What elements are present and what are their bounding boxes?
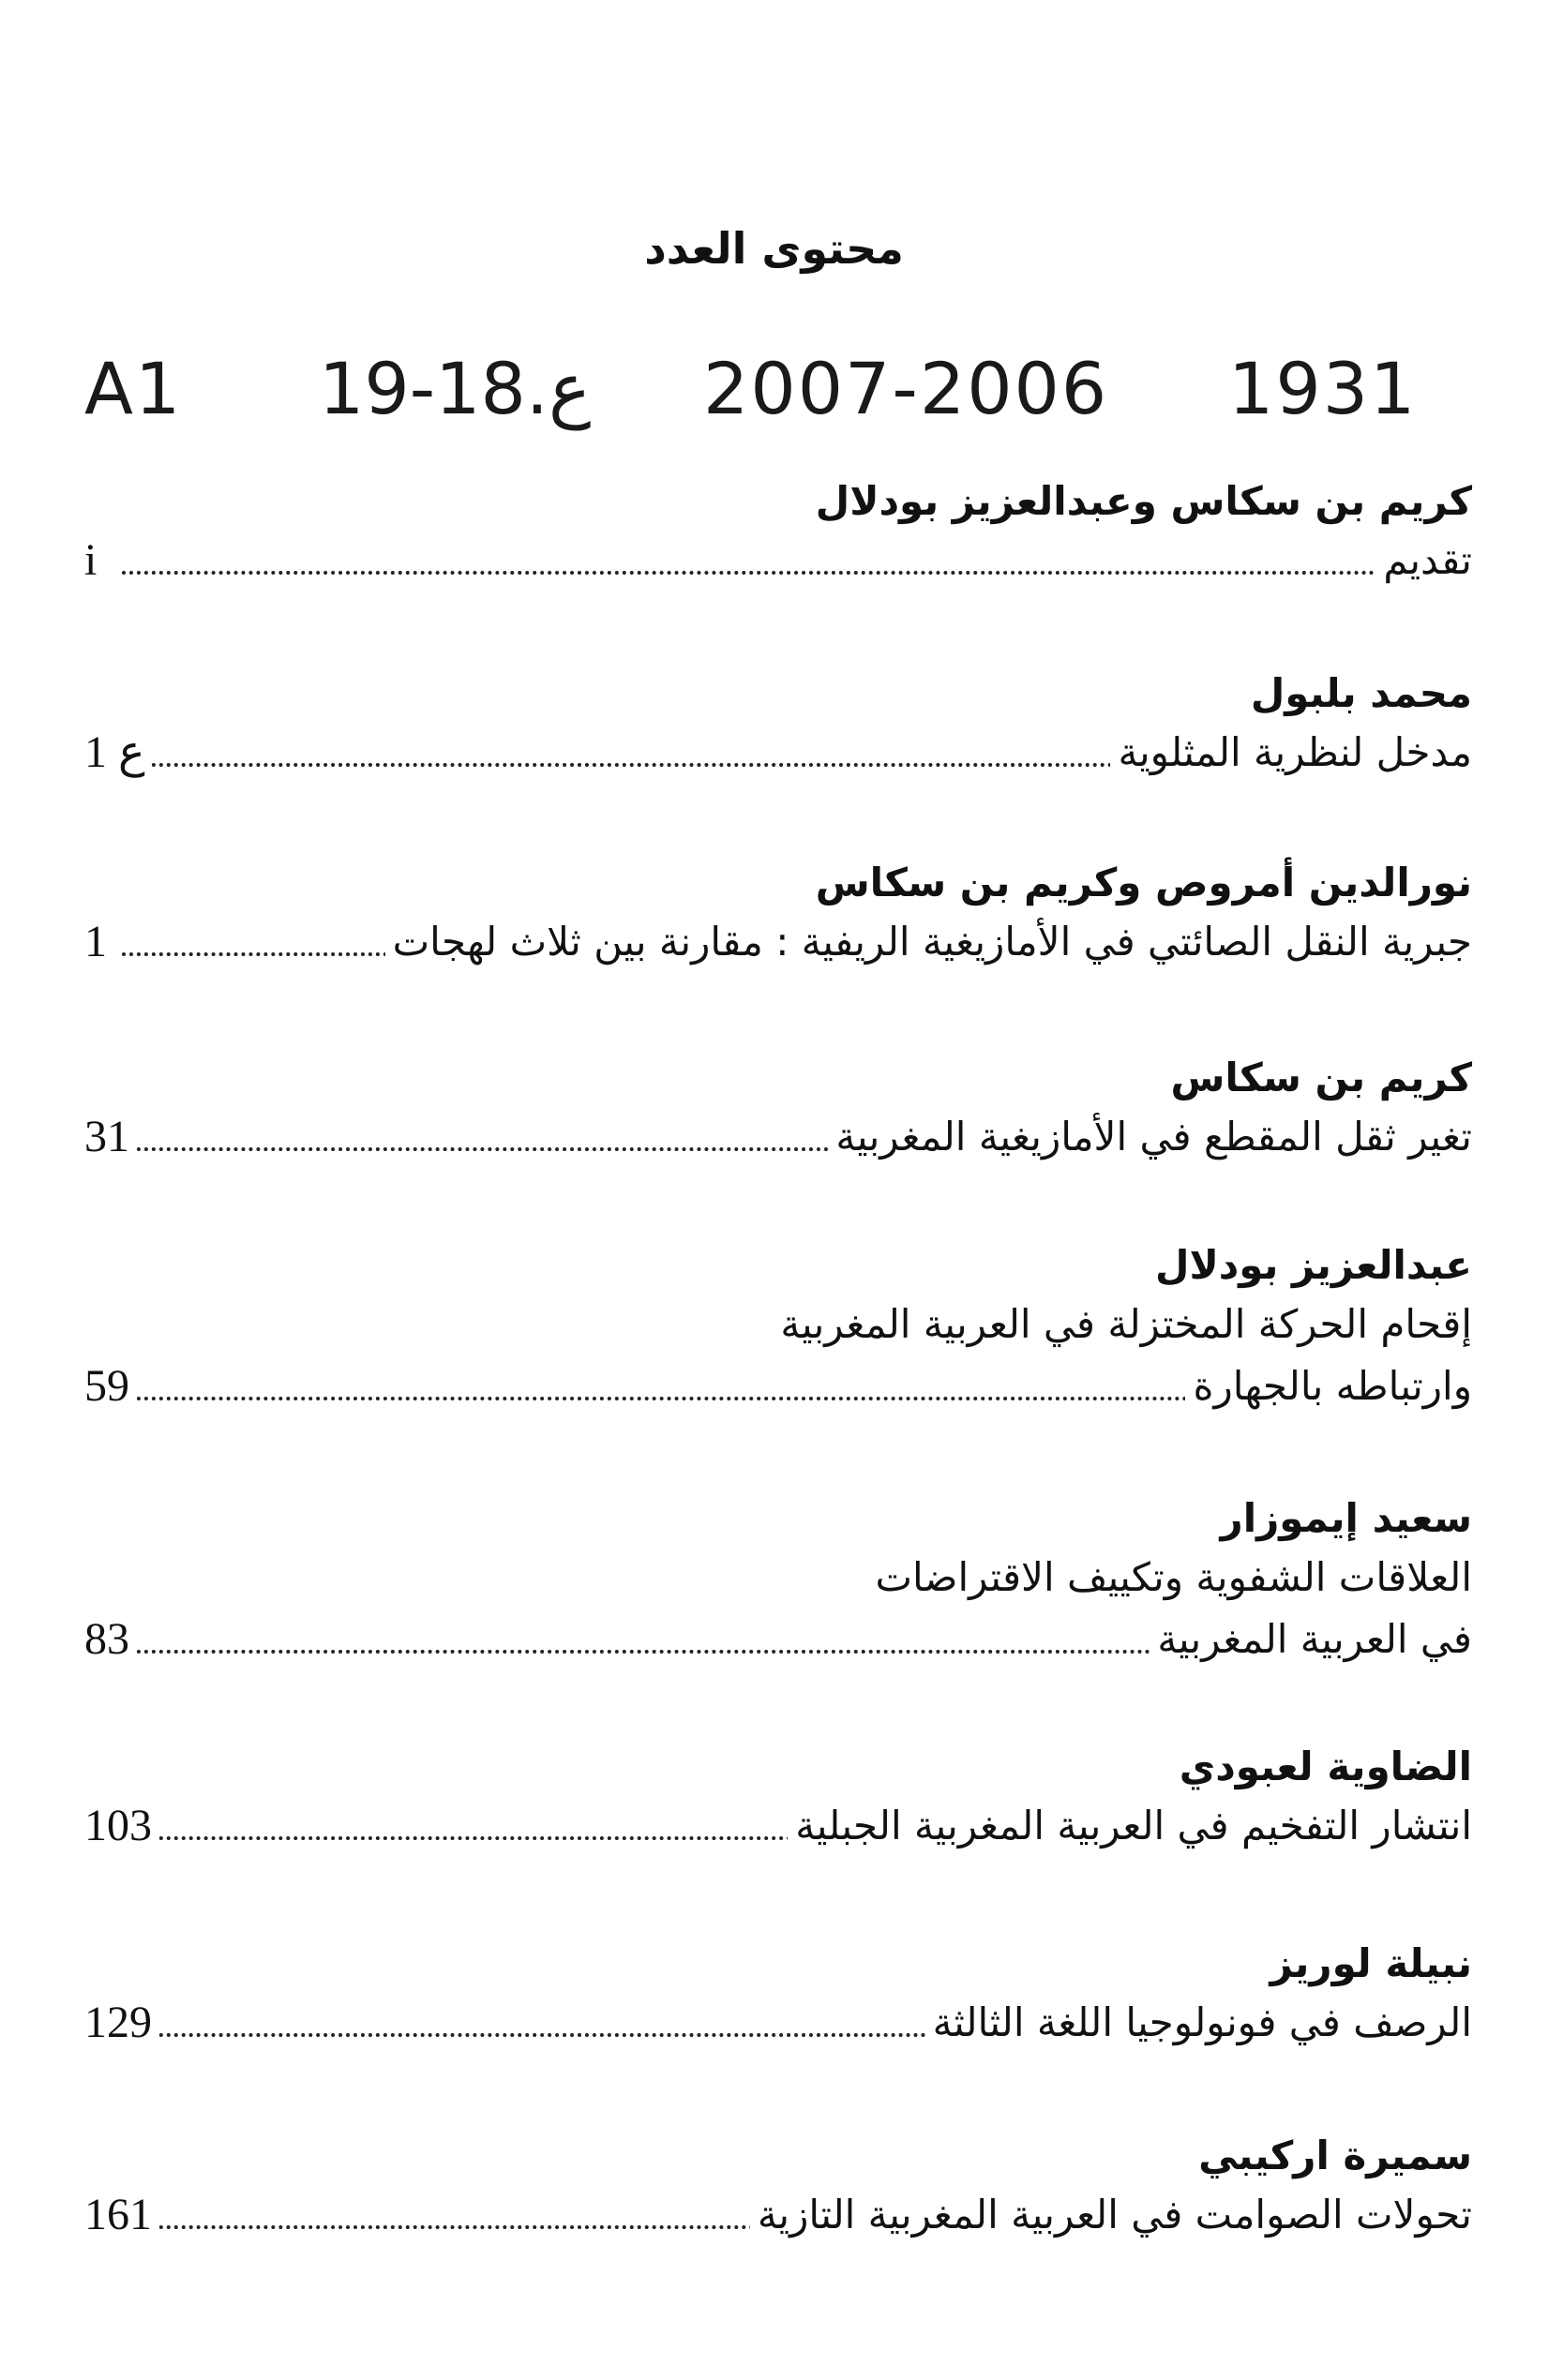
handwritten-number: 1931 bbox=[1228, 347, 1418, 430]
entry-title: تغير ثقل المقطع في الأمازيغية المغربية bbox=[828, 1106, 1472, 1168]
entry-author: سميرة اركيبي bbox=[1198, 2133, 1472, 2178]
entry-title: جبرية النقل الصائتي في الأمازيغية الريفية : مقارنة بين ثلاث لهجات bbox=[385, 911, 1472, 973]
handwritten-issue: 19-18.ع bbox=[319, 347, 592, 430]
toc-entry bbox=[84, 2128, 1472, 2246]
page-title: محتوى العدد bbox=[644, 223, 904, 274]
toc-line bbox=[84, 911, 1472, 973]
entry-title: تحولات الصوامت في العربية المغربية التازية bbox=[750, 2184, 1472, 2246]
toc-line bbox=[84, 1547, 1472, 1609]
entry-author: نبيلة لوريز bbox=[1270, 1940, 1472, 1986]
entry-page: 103 bbox=[84, 1795, 156, 1857]
toc-line bbox=[84, 530, 1472, 591]
toc-entry bbox=[84, 666, 1472, 784]
entry-author: سعيد إيموزار bbox=[1220, 1495, 1472, 1541]
entry-page: 31 bbox=[84, 1106, 133, 1168]
toc-line bbox=[84, 1294, 1472, 1355]
toc-line bbox=[84, 722, 1472, 784]
toc-entry bbox=[84, 473, 1472, 591]
entry-title: إقحام الحركة المختزلة في العربية المغربية bbox=[780, 1294, 1472, 1355]
entry-page: 83 bbox=[84, 1609, 133, 1670]
toc-entry bbox=[84, 1490, 1472, 1670]
toc-entry bbox=[84, 1936, 1472, 2054]
entry-page: 129 bbox=[84, 1992, 156, 2054]
entry-page: i bbox=[84, 530, 100, 591]
toc-line bbox=[84, 1992, 1472, 2054]
entry-title: مدخل لنظرية المثلوية bbox=[1110, 722, 1472, 784]
entry-page: 59 bbox=[84, 1355, 133, 1417]
entry-page: 161 bbox=[84, 2184, 156, 2246]
toc-line bbox=[84, 1355, 1472, 1417]
entry-page: ع 1 bbox=[84, 722, 149, 784]
toc-line bbox=[84, 1795, 1472, 1857]
toc-line bbox=[84, 2184, 1472, 2246]
handwritten-code: A1 bbox=[84, 347, 183, 430]
entry-title: الرصف في فونولوجيا اللغة الثالثة bbox=[925, 1992, 1472, 2054]
dot-leader bbox=[122, 571, 1435, 575]
entry-title: تقديم bbox=[1375, 530, 1472, 591]
entry-author: محمد بلبول bbox=[1250, 670, 1472, 716]
toc-entry bbox=[84, 855, 1472, 973]
entry-page: 1 bbox=[84, 911, 111, 973]
entry-title: العلاقات الشفوية وتكييف الاقتراضات bbox=[875, 1547, 1472, 1609]
entry-author: كريم بن سكاس وعبدالعزيز بودلال bbox=[815, 478, 1472, 524]
toc-line bbox=[84, 1609, 1472, 1670]
entry-title-continued: في العربية المغربية bbox=[1150, 1609, 1472, 1670]
handwritten-years: 2007-2006 bbox=[703, 347, 1109, 430]
entry-author: الضاوية لعبودي bbox=[1179, 1744, 1472, 1789]
toc-line bbox=[84, 1106, 1472, 1168]
toc-entry bbox=[84, 1739, 1472, 1857]
entry-author: نورالدين أمروص وكريم بن سكاس bbox=[815, 860, 1472, 906]
toc-entry bbox=[84, 1237, 1472, 1417]
toc-entry bbox=[84, 1050, 1472, 1168]
entry-author: كريم بن سكاس bbox=[1170, 1055, 1472, 1100]
entry-title: انتشار التفخيم في العربية المغربية الجبلية bbox=[788, 1795, 1472, 1857]
entry-title-continued: وارتباطه بالجهارة bbox=[1185, 1355, 1472, 1417]
entry-author: عبدالعزيز بودلال bbox=[1155, 1242, 1472, 1288]
